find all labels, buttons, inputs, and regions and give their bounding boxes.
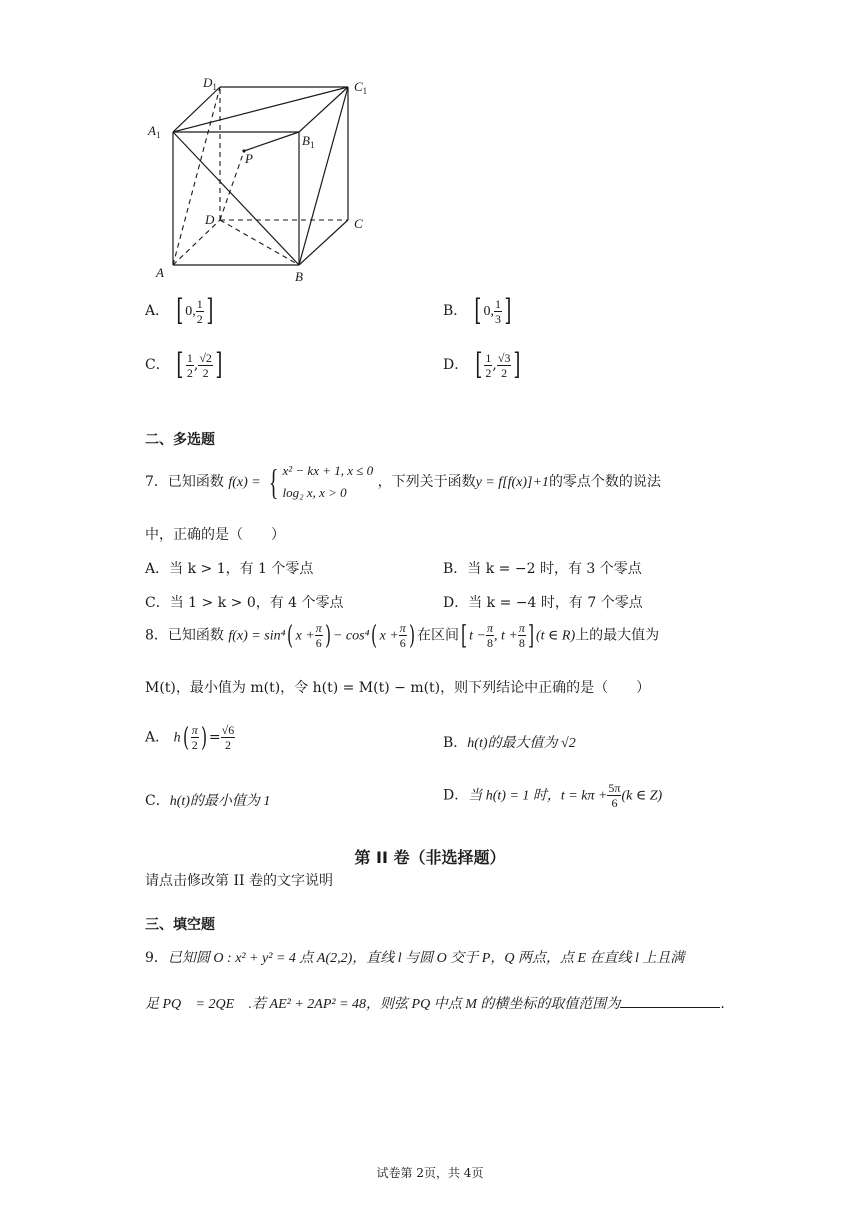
q7-option-b: B．当 k = −2 时，有 3 个零点 — [443, 561, 642, 577]
q7-option-c: C．当 1 > k > 0，有 4 个零点 — [145, 595, 344, 611]
q6-option-d: D． [ $\frac{1}{2}$ , $\frac{√3}{2}$ ] — [443, 347, 521, 382]
edge-B1P — [244, 132, 299, 151]
label-P: P — [245, 151, 253, 166]
page-footer: 试卷第 2页，共 4页 — [376, 1166, 484, 1180]
label-B1: $B_1$ — [302, 133, 315, 150]
q7-option-d: D．当 k = −4 时，有 7 个零点 — [443, 595, 643, 611]
cube-figure — [140, 75, 390, 285]
q9-answer-blank[interactable] — [620, 995, 720, 1008]
label-B: B — [295, 269, 303, 284]
section-multi-choice-title: 二、多选题 — [145, 432, 215, 448]
edge-A1C1 — [173, 87, 348, 132]
q8-option-a: A． h( $\frac{\pi}{2}$ ) = $\frac{√6}{2}$ — [145, 722, 235, 753]
section-fill-blank-title: 三、填空题 — [145, 917, 215, 933]
q8-stem-line1: 8．已知函数 f(x) = sin⁴( x + $\frac{\pi}{6}$ ) − cos⁴( x + $\frac{\pi}{6}$ ) 在区间[ t − $\frac{\pi}{8}$ , t + $\frac{\pi}{8}$ ] (t ∈ R)上的最大值为 — [145, 620, 660, 651]
q8-option-c: C．h(t)的最小值为 1 — [145, 793, 271, 809]
q9-stem-line2: 足 PQ⃗ = 2QE⃗ .若 AE² + 2AP² = 48，则弦 PQ 中点 M 的横坐标的取值范围为 . — [145, 996, 725, 1012]
q8-stem-line2: M(t)，最小值为 m(t)，令 h(t) = M(t) − m(t)，则下列结论中正确的是（ ） — [145, 680, 651, 696]
q7-option-a: A．当 k > 1，有 1 个零点 — [145, 561, 314, 577]
label-A: A — [156, 265, 164, 280]
q7-stem-line1: 7．已知函数 f(x) = { x² − kx + 1, x ≤ 0 log₂ x, x > 0 ，下列关于函数y = f[f(x)]+1的零点个数的说法 — [145, 462, 661, 502]
label-A1: $A_1$ — [148, 123, 161, 140]
edge-A1D1 — [173, 87, 220, 132]
label-D1: $D_1$ — [203, 75, 217, 92]
q8-option-d: D．当 h(t) = 1 时，t = kπ + $\frac{5\pi}{6}$ (k ∈ Z) — [443, 781, 663, 810]
label-D: D — [205, 212, 215, 227]
q9-stem-line1: 9．已知圆 O : x² + y² = 4 点 A(2,2)，直线 l 与圆 O 交于 P，Q 两点，点 E 在直线 l 上且满 — [145, 950, 685, 966]
q6-option-c: C． [ $\frac{1}{2}$ , $\frac{√2}{2}$ ] — [145, 347, 223, 382]
label-C1: $C_1$ — [354, 79, 368, 96]
label-C: C — [354, 216, 363, 231]
q6-option-a: A． [ 0, $\frac{1}{2}$ ] — [145, 293, 214, 328]
volume-2-note[interactable]: 请点击修改第 II 卷的文字说明 — [145, 873, 333, 889]
cube-diagram — [140, 75, 390, 285]
edge-AD1 — [173, 87, 220, 265]
q7-stem-line2: 中，正确的是（ ） — [145, 527, 285, 543]
q8-option-b: B．h(t)的最大值为 √2 — [443, 735, 576, 751]
edge-BC1 — [299, 87, 348, 265]
edge-BC — [299, 220, 348, 265]
edge-A1B — [173, 132, 299, 265]
edge-DB — [220, 220, 299, 265]
volume-2-title: 第 II 卷（非选择题） — [354, 848, 506, 867]
q6-option-b: B． [ 0, $\frac{1}{3}$ ] — [443, 293, 512, 328]
